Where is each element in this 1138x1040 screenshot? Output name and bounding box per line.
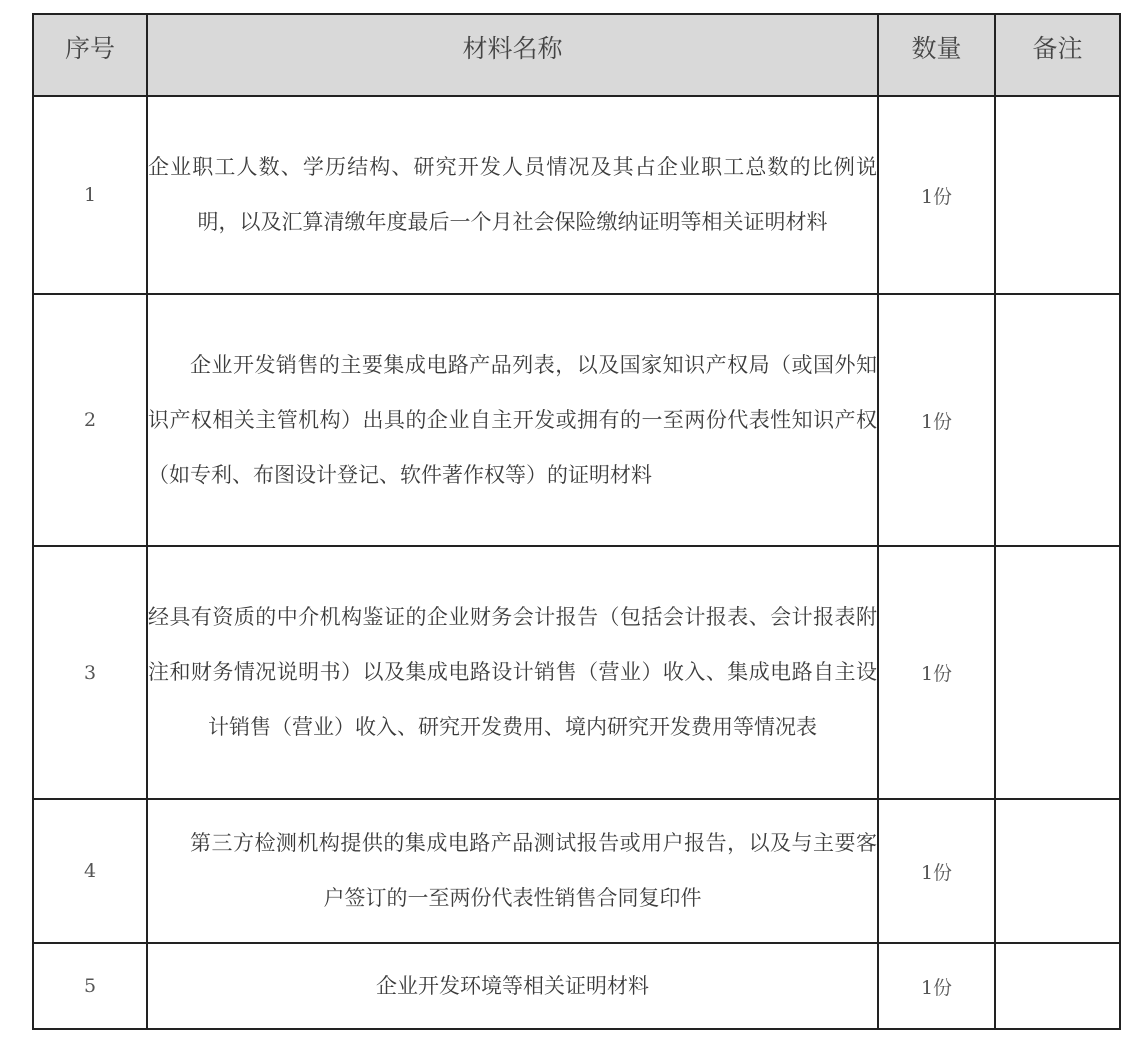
row-index: 5 bbox=[33, 943, 147, 1029]
row-note bbox=[995, 943, 1120, 1029]
row-index: 4 bbox=[33, 799, 147, 943]
header-note: 备注 bbox=[995, 14, 1120, 96]
row-quantity: 1份 bbox=[878, 943, 995, 1029]
row-material-name bbox=[147, 943, 878, 1029]
table-row bbox=[33, 96, 1120, 294]
material-name-text: 企业职工人数、学历结构、研究开发人员情况及其占企业职工总数的比例说明，以及汇算清缴年度最后一个月社会保险缴纳证明等相关证明材料 bbox=[148, 155, 877, 234]
row-index: 3 bbox=[33, 546, 147, 799]
row-quantity: 1份 bbox=[878, 546, 995, 799]
row-quantity: 1份 bbox=[878, 96, 995, 294]
table-row bbox=[33, 546, 1120, 799]
table-row bbox=[33, 943, 1120, 1029]
row-note bbox=[995, 799, 1120, 943]
header-quantity: 数量 bbox=[878, 14, 995, 96]
row-material-name bbox=[147, 96, 878, 294]
materials-table bbox=[32, 13, 1121, 1030]
material-name-text: 企业开发销售的主要集成电路产品列表，以及国家知识产权局（或国外知识产权相关主管机构）出具的企业自主开发或拥有的一至两份代表性知识产权（如专利、布图设计登记、软件著作权等）的证明材料 bbox=[148, 352, 877, 487]
row-note bbox=[995, 294, 1120, 546]
table-row bbox=[33, 294, 1120, 546]
row-material-name bbox=[147, 799, 878, 943]
material-name-text: 经具有资质的中介机构鉴证的企业财务会计报告（包括会计报表、会计报表附注和财务情况说明书）以及集成电路设计销售（营业）收入、集成电路自主设计销售（营业）收入、研究开发费用、境内研究开发费用等情况表 bbox=[148, 605, 877, 739]
row-material-name bbox=[147, 294, 878, 546]
row-material-name bbox=[147, 546, 878, 799]
table-header-row bbox=[33, 14, 1120, 96]
material-name-text: 第三方检测机构提供的集成电路产品测试报告或用户报告，以及与主要客户签订的一至两份代表性销售合同复印件 bbox=[190, 831, 877, 910]
row-quantity: 1份 bbox=[878, 294, 995, 546]
row-index: 1 bbox=[33, 96, 147, 294]
row-note bbox=[995, 96, 1120, 294]
row-note bbox=[995, 546, 1120, 799]
table-row bbox=[33, 799, 1120, 943]
header-index: 序号 bbox=[33, 14, 147, 96]
header-material-name: 材料名称 bbox=[147, 14, 878, 96]
row-quantity: 1份 bbox=[878, 799, 995, 943]
material-name-text: 企业开发环境等相关证明材料 bbox=[376, 973, 649, 998]
row-index: 2 bbox=[33, 294, 147, 546]
